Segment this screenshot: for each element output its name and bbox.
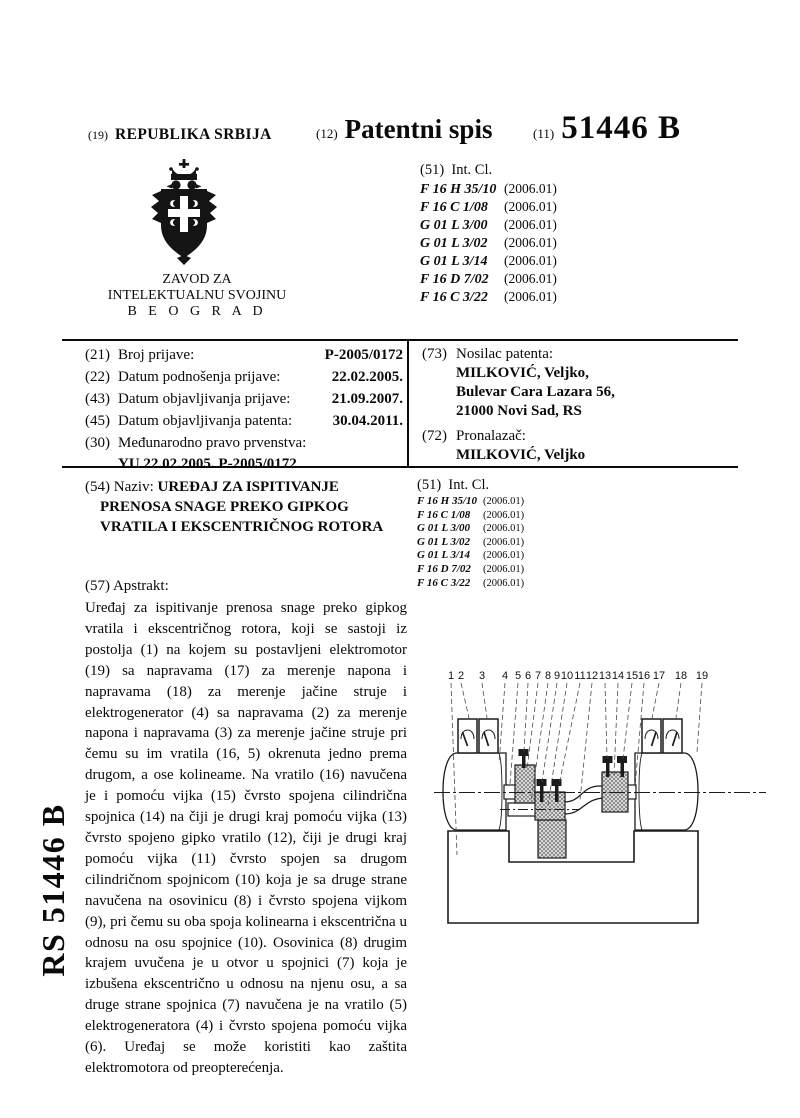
- publication-number: 51446 B: [561, 110, 681, 146]
- priority-claim: YU 22.02.2005. P-2005/0172: [118, 456, 297, 472]
- part-number: 9: [553, 670, 561, 682]
- part-number: 3: [478, 670, 486, 682]
- electromotor-body: [635, 753, 698, 830]
- patent-drawing: [430, 655, 770, 945]
- abstract-label: Apstrakt:: [112, 578, 169, 594]
- ipc-entry: G 01 L 3/02 (2006.01): [417, 535, 525, 548]
- document-kind: Patentni spis: [344, 114, 493, 144]
- table-top-rule: [62, 339, 738, 341]
- ipc-heading: (51) Int. Cl.: [417, 477, 490, 493]
- biblio-row: (43) Datum objavljivanja prijave: 21.09.2007.: [85, 391, 403, 407]
- part-number: 15: [625, 670, 639, 682]
- abstract-heading: [85, 578, 407, 595]
- ammeter-gauge-icon: [479, 719, 498, 753]
- abstract-block: [85, 578, 407, 1079]
- office-line1: ZAVOD ZA: [162, 272, 232, 287]
- ipc-entry: F 16 C 1/08 (2006.01): [417, 508, 525, 521]
- ipc-entry: G 01 L 3/00 (2006.01): [417, 522, 525, 535]
- ipc-entry: F 16 H 35/10 (2006.01): [420, 181, 557, 197]
- ipc-entry: F 16 H 35/10 (2006.01): [417, 495, 525, 507]
- part-number: 2: [457, 670, 465, 682]
- part-number: 7: [534, 670, 542, 682]
- ipc-title: Int. Cl.: [451, 162, 493, 178]
- bibliographic-data: [85, 344, 403, 474]
- office-line2: INTELEKTUALNU SVOJINU: [107, 288, 287, 303]
- coupling-14: [602, 756, 628, 812]
- biblio-row: (22) Datum podnošenja prijave: 22.02.2005.: [85, 369, 403, 385]
- ipc-small-block: [417, 477, 524, 590]
- invention-title-block: [85, 477, 420, 537]
- office-line3: B E O G R A D: [127, 304, 267, 319]
- part-number: 1: [447, 670, 455, 682]
- biblio-row: (21) Broj prijave: P-2005/0172: [85, 347, 403, 363]
- part-number: 17: [652, 670, 666, 682]
- ipc-entry: F 16 C 3/22 (2006.01): [420, 289, 557, 305]
- inventor-name: MILKOVIĆ, Veljko: [456, 447, 586, 463]
- title-line-3: VRATILA I EKSCENTRIČNOG ROTORA: [100, 519, 384, 535]
- ipc-entry: G 01 L 3/14 (2006.01): [420, 253, 557, 269]
- ipc-list: [417, 495, 524, 590]
- inid-54: (54): [85, 479, 110, 495]
- part-number: 19: [695, 670, 709, 682]
- part-number: 5: [514, 670, 522, 682]
- voltmeter-gauge-icon: [458, 719, 477, 753]
- ipc-entry: G 01 L 3/02 (2006.01): [420, 235, 557, 251]
- flexible-shaft: [564, 786, 606, 814]
- title-line-2: PRENOSA SNAGE PREKO GIPKOG: [100, 499, 349, 515]
- ipc-list: [420, 180, 557, 306]
- ipc-heading: [420, 162, 557, 179]
- inid-19: (19): [88, 128, 108, 142]
- abstract-text: Uređaj za ispitivanje prenosa snage preko gipkog vratila i ekscentričnog rotora, koji se sastoji iz postolja (1) na kojem su postavljeni elektromotor (19) sa napravama (17) za merenje napona i napravama (18) za merenje jačine struje i elektrogenerator (4) sa napravama (2) za merenje napona i napravama (3) za merenje jačine struje pri čemu su im vratila (16, 5) okrenuta jedno prema drugom, a ose kolineame. Na vratilo (16) navučena je i pomoću vijka (15) čvrsto spojena cilindrična spojnica (14) na čiji je drugi kraj pomoću vijka (13) čvrsto spojeno gipko vratilo (12), čiji je drugi kraj pomoću vijka (11) čvrsto spojen sa drugom cilindričnom spojnicom (10) koja je sa druge strane navučena na osovinicu (8) i čvrsto spojena vijkom (9), pri čemu su oba spoja kolinearna i ekscentrična u odnosu na osu spojnice (10). Osovinica (8) drugim krajem uvučena je u otvor u spojnici (7) koja je izbušena ekscentrično u odnosu na njenu osu, a sa druge strane spojnica (7) navučena je na vratilo (5) elektrogeneratora (4) i čvrsto spojena pomoću vijka (6). Uređaj se može koristiti kao zaštita elektromotora od preopterećenja.: [85, 600, 407, 1076]
- part-number: 6: [524, 670, 532, 682]
- inid-57: (57): [85, 578, 110, 594]
- parties-block: [422, 345, 722, 465]
- header-number: [533, 110, 681, 147]
- inid-72: (72): [422, 428, 447, 444]
- holder-address: [456, 364, 722, 421]
- ipc-entry: G 01 L 3/14 (2006.01): [417, 549, 525, 562]
- inid-51: (51): [420, 162, 445, 178]
- inid-11: (11): [533, 126, 555, 141]
- inventor-heading: [422, 427, 722, 446]
- header-kind: [316, 114, 492, 145]
- part-number: 10: [560, 670, 574, 682]
- holder-name: MILKOVIĆ, Veljko,: [456, 365, 589, 381]
- ammeter-gauge-icon: [663, 719, 682, 753]
- inid-73: (73): [422, 346, 447, 362]
- biblio-row: (30) Međunarodno pravo prvenstva:: [85, 435, 307, 451]
- part-number-labels: [448, 670, 708, 682]
- part-number: 14: [611, 670, 625, 682]
- holder-city: 21000 Novi Sad, RS: [456, 403, 582, 419]
- ipc-entry: F 16 D 7/02 (2006.01): [420, 271, 557, 287]
- part-number: 11: [574, 670, 586, 682]
- holder-heading: [422, 345, 722, 364]
- spine-publication-number: RS 51446 B: [35, 803, 71, 977]
- support-column: [538, 820, 566, 858]
- part-number: 18: [674, 670, 688, 682]
- title-line-1: [85, 477, 420, 497]
- header-country: [88, 126, 272, 144]
- serbia-coat-of-arms-icon: [149, 159, 219, 265]
- inid-12: (12): [316, 126, 338, 141]
- part-number: 16: [637, 670, 651, 682]
- coupling-10: [535, 779, 565, 820]
- office-name-block: [97, 272, 297, 320]
- generator-body: [443, 753, 506, 830]
- country-name: REPUBLIKA SRBIJA: [115, 126, 272, 143]
- invention-title: UREĐAJ ZA ISPITIVANJE: [157, 479, 339, 495]
- inventor-label: Pronalazač:: [456, 428, 526, 444]
- part-number: 8: [544, 670, 552, 682]
- ipc-main-block: [420, 162, 557, 306]
- part-number: 13: [598, 670, 612, 682]
- base-pedestal: [448, 831, 698, 923]
- ipc-entry: F 16 D 7/02 (2006.01): [417, 562, 525, 575]
- title-label: Naziv:: [113, 479, 154, 495]
- part-number: 12: [585, 670, 599, 682]
- biblio-row: (45) Datum objavljivanja patenta: 30.04.2011.: [85, 413, 403, 429]
- holder-street: Bulevar Cara Lazara 56,: [456, 384, 615, 400]
- voltmeter-gauge-icon: [642, 719, 661, 753]
- table-column-divider: [407, 339, 409, 468]
- part-number: 4: [501, 670, 509, 682]
- holder-label: Nosilac patenta:: [456, 346, 554, 362]
- ipc-entry: F 16 C 1/08 (2006.01): [420, 199, 557, 215]
- ipc-entry: F 16 C 3/22 (2006.01): [417, 576, 525, 589]
- ipc-entry: G 01 L 3/00 (2006.01): [420, 217, 557, 233]
